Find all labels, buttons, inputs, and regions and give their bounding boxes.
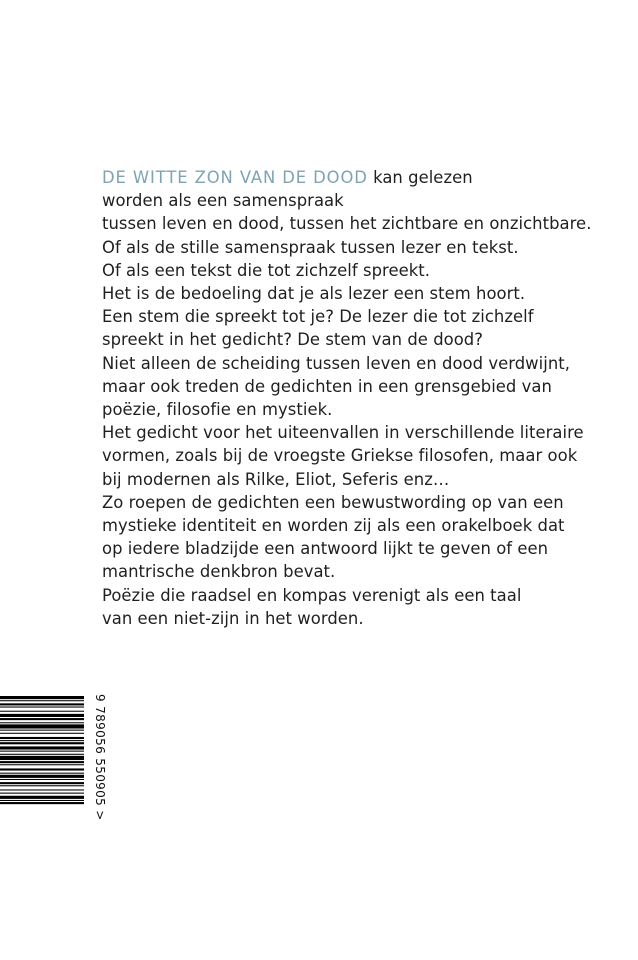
blurb-line: mantrische denkbron bevat. <box>102 562 336 582</box>
blurb-line: bij modernen als Rilke, Eliot, Seferis enz… <box>102 469 450 489</box>
blurb-text <box>102 166 622 630</box>
barcode-bar <box>0 779 84 780</box>
blurb-line: spreekt in het gedicht? De stem van de dood? <box>102 330 484 350</box>
blurb-line: poëzie, filosofie en mystiek. <box>102 400 333 420</box>
barcode-bar <box>0 768 84 770</box>
barcode-bar <box>0 718 84 720</box>
barcode-bar <box>0 754 84 755</box>
barcode-bar <box>0 707 84 708</box>
barcode-bar <box>0 711 84 712</box>
barcode-bar <box>0 696 84 699</box>
barcode-bar <box>0 751 84 752</box>
barcode-bar <box>0 724 84 728</box>
blurb-first-line <box>102 166 622 189</box>
blurb-line: maar ook treden de gedichten in een grensgebied van <box>102 376 552 396</box>
barcode-bar <box>0 740 84 741</box>
barcode-bar <box>0 800 84 801</box>
blurb-line: Poëzie die raadsel en kompas verenigt als een taal <box>102 585 522 605</box>
blurb-line: Het gedicht voor het uiteenvallen in verschillende literaire <box>102 423 584 443</box>
barcode-bar <box>0 742 84 744</box>
blurb-line: worden als een samenspraak <box>102 191 344 211</box>
barcode-bar <box>0 733 84 734</box>
barcode-bar <box>0 746 84 749</box>
blurb-line: Zo roepen de gedichten een bewustwording op van een <box>102 492 564 512</box>
barcode-bar <box>0 756 84 760</box>
isbn-number <box>92 694 108 834</box>
barcode-bar <box>0 703 84 705</box>
barcode-bar <box>0 722 84 723</box>
barcode-bar <box>0 730 84 731</box>
barcode-bar <box>0 773 84 774</box>
barcode-bar <box>0 796 84 799</box>
barcode-bar <box>0 775 84 778</box>
blurb-line: van een niet-zijn in het worden. <box>102 608 364 628</box>
barcode-bar <box>0 764 84 765</box>
barcode-bar <box>0 789 84 790</box>
blurb-line: vormen, zoals bij de vroegste Griekse filosofen, maar ook <box>102 446 578 466</box>
barcode-bar <box>0 785 84 786</box>
barcode-icon <box>0 694 88 824</box>
blurb-line: Niet alleen de scheiding tussen leven en dood verdwijnt, <box>102 353 571 373</box>
blurb-line: op iedere bladzijde een antwoord lijkt te geven of een <box>102 539 549 559</box>
blurb-first-line-rest: kan gelezen <box>367 168 473 187</box>
barcode-bar <box>0 700 84 701</box>
blurb-line: Of als een tekst die tot zichzelf spreekt. <box>102 260 431 280</box>
barcode-bar <box>0 761 84 763</box>
blurb-line: Een stem die spreekt tot je? De lezer die tot zichzelf <box>102 307 534 327</box>
isbn-digits: 9 789056 550905 > <box>93 694 107 821</box>
barcode-bar <box>0 793 84 794</box>
blurb-line: Of als de stille samenspraak tussen lezer en tekst. <box>102 237 519 257</box>
barcode-bar <box>0 782 84 784</box>
book-title: DE WITTE ZON VAN DE DOOD <box>102 168 368 187</box>
barcode-bar <box>0 714 84 717</box>
blurb-line: mystieke identiteit en worden zij als een orakelboek dat <box>102 516 565 536</box>
barcode-bar <box>0 737 84 739</box>
blurb-line: tussen leven en dood, tussen het zichtbare en onzichtbare. <box>102 214 592 234</box>
barcode-bar <box>0 802 84 804</box>
blurb-line: Het is de bedoeling dat je als lezer een stem hoort. <box>102 284 526 304</box>
